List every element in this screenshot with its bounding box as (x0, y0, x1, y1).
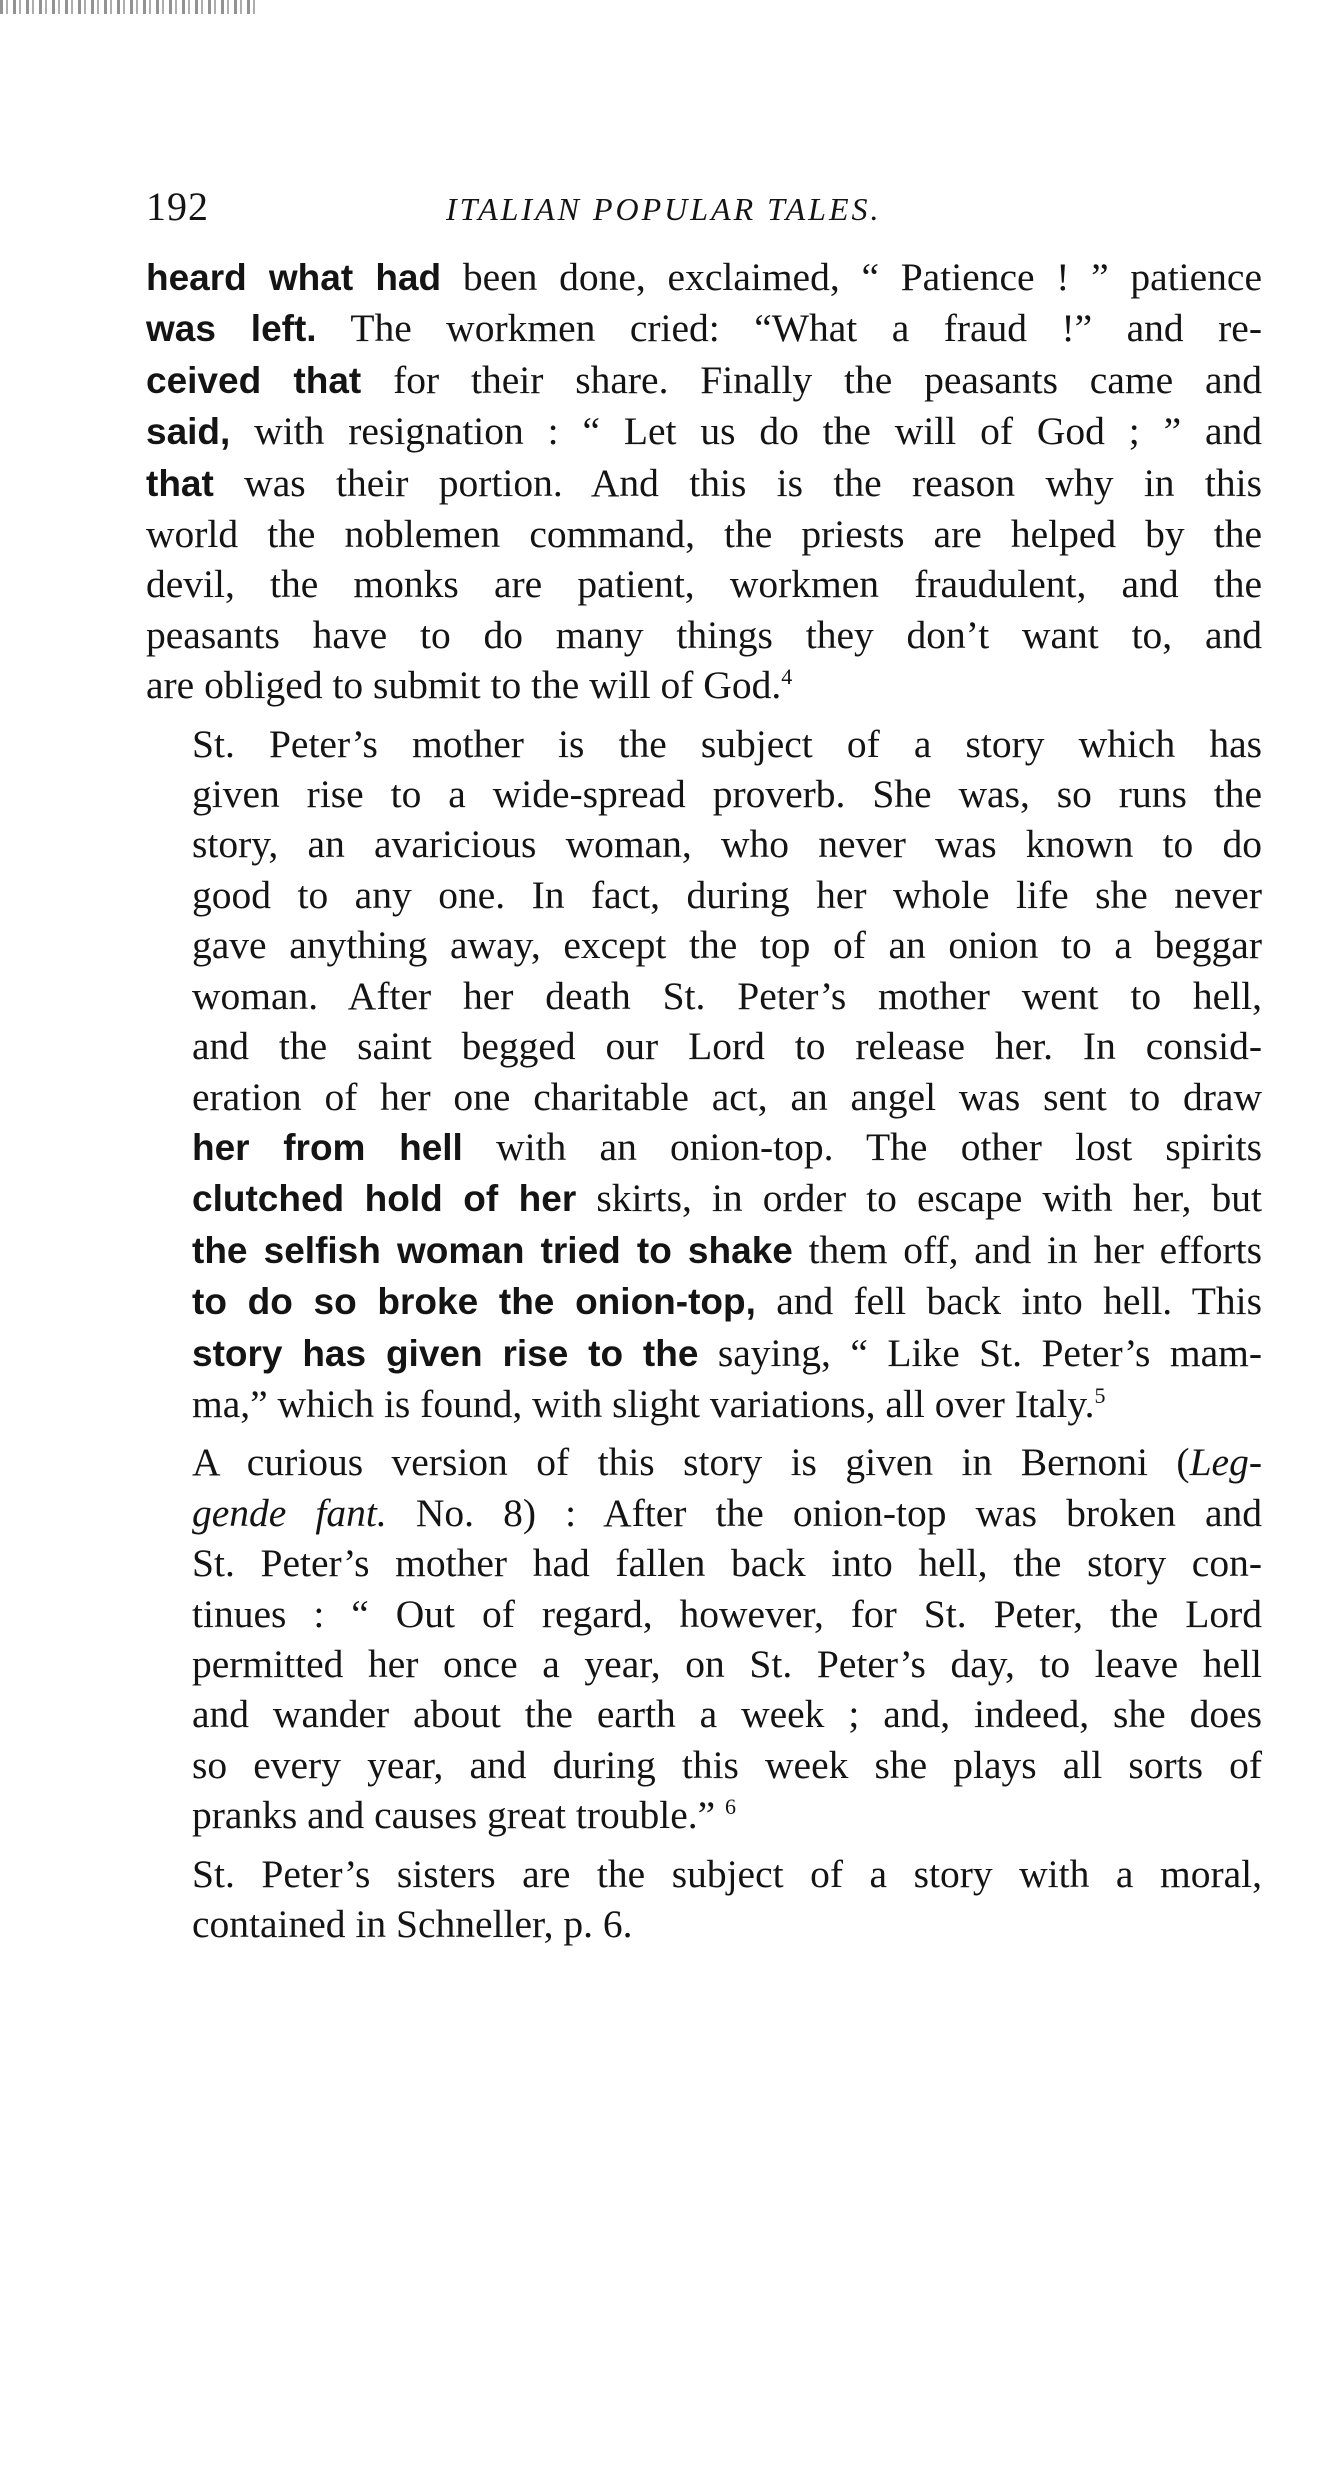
text-line: gende fant. No. 8) : After the onion-top was broken and (192, 1490, 1263, 1535)
text-line: and the saint begged our Lord to release her. In consid- (192, 1024, 1262, 1069)
text-line: world the noblemen command, the priests are helped by the (146, 512, 1262, 557)
footnote-marker: 5 (1094, 1382, 1106, 1408)
text-line: pranks and causes great trouble.” $^6$ (192, 1793, 737, 1838)
text-line: devil, the monks are patient, workmen fraudulent, and the (146, 562, 1262, 607)
text-line: so every year, and during this week she plays all sorts of (192, 1742, 1262, 1787)
text-line: story has given rise to the saying, “ Like St. Peter’s mam- (192, 1330, 1263, 1375)
text-line: eration of her one charitable act, an angel was sent to draw (192, 1074, 1262, 1119)
text-line: woman. After her death St. Peter’s mother went to hell, (192, 973, 1262, 1018)
italic-title: gende fant. (192, 1490, 387, 1535)
page-number: 192 (146, 184, 209, 229)
bold-run: the selfish woman tried to shake (192, 1229, 793, 1271)
text-line: good to any one. In fact, during her whole life she never (192, 872, 1262, 917)
paragraph (146, 719, 1262, 1430)
text-line: that was their portion. And this is the reason why in this (146, 460, 1262, 505)
text-line: contained in Schneller, p. 6. (192, 1902, 633, 1946)
footnote-marker: 6 (725, 1794, 737, 1820)
bold-run: her from hell (192, 1126, 463, 1168)
text-line: St. Peter’s sisters are the subject of a story with a moral, (192, 1851, 1262, 1896)
text-line: gave anything away, except the top of an onion to a beggar (192, 923, 1262, 968)
text-line: given rise to a wide-spread proverb. She was, so runs the (192, 772, 1262, 817)
bold-run: was left. (146, 308, 317, 350)
italic-title: Leg- (1189, 1440, 1262, 1485)
scan-artifact (0, 0, 260, 14)
text-line: said, with resignation : “ Let us do the will of God ; ” and (146, 409, 1262, 454)
bold-run: story has given rise to the (192, 1332, 699, 1374)
text-line: the selfish woman tried to shake them off, and in her efforts (192, 1227, 1262, 1272)
text-line: ma,” which is found, with slight variations, all over Italy.$^5$ (192, 1381, 1106, 1426)
bold-run: to do so broke the onion-top, (192, 1281, 756, 1323)
text-line: ceived that for their share. Finally the peasants came and (146, 357, 1262, 402)
text-line: St. Peter’s mother had fallen back into hell, the story con- (192, 1541, 1262, 1586)
page-header (146, 182, 1262, 232)
text-line: are obliged to submit to the will of God.$^4$ (146, 663, 793, 708)
bold-run: heard what had (146, 257, 442, 298)
text-line: clutched hold of her skirts, in order to escape with her, but (192, 1176, 1263, 1221)
bold-run: clutched hold of her (192, 1178, 577, 1220)
text-line: to do so broke the onion-top, and fell back into hell. This (192, 1279, 1262, 1324)
text-line: heard what had been done, exclaimed, “ Patience ! ” patience (146, 255, 1262, 299)
paragraph (146, 252, 1262, 711)
text-line: tinues : “ Out of regard, however, for St. Peter, the Lord (192, 1591, 1262, 1636)
text-line: was left. The workmen cried: “What a fraud !” and re- (146, 306, 1262, 351)
footnote-marker: 4 (781, 664, 793, 690)
text-line: permitted her once a year, on St. Peter’s day, to leave hell (192, 1641, 1262, 1686)
text-line: peasants have to do many things they don’t want to, and (146, 612, 1262, 657)
text-line: and wander about the earth a week ; and, indeed, she does (192, 1692, 1262, 1737)
text-line: A curious version of this story is given in Bernoni (Leg- (192, 1440, 1262, 1485)
text-line: story, an avaricious woman, who never was known to do (192, 822, 1262, 867)
running-title: ITALIAN POPULAR TALES. (446, 191, 882, 227)
bold-run: ceived that (146, 359, 362, 401)
paragraph (146, 1437, 1262, 1840)
text-line: St. Peter’s mother is the subject of a story which has (192, 721, 1262, 766)
bold-run: said, (146, 411, 231, 453)
body-text (146, 252, 1262, 1957)
text-line: her from hell with an onion-top. The other lost spirits (192, 1124, 1262, 1169)
bold-run: that (146, 462, 214, 504)
paragraph (146, 1849, 1262, 1950)
